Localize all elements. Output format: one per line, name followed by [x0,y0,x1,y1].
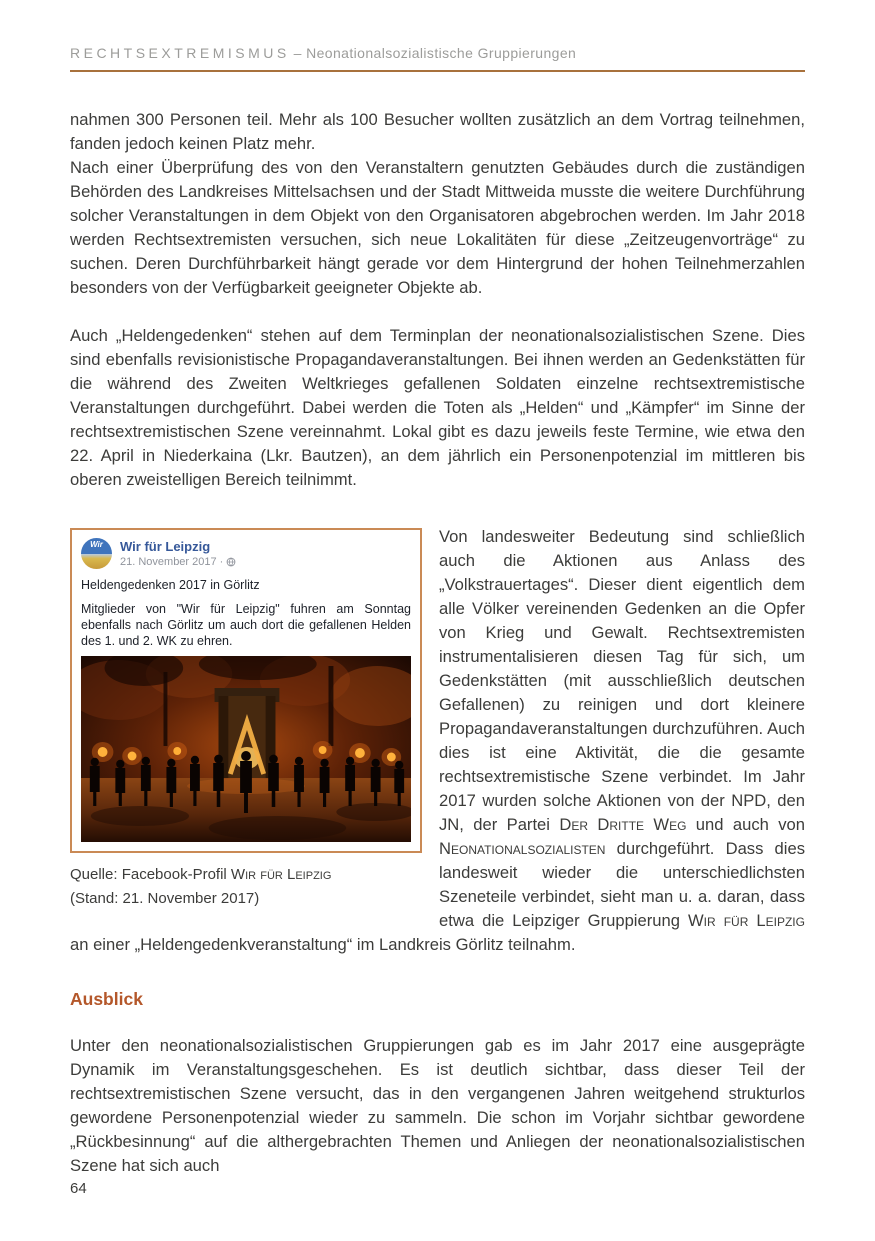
paragraph-volkstrauertag-text-2: und auch von [686,815,805,834]
paragraph-volkstrauertag-text-4: an einer „Heldengedenkveranstaltung“ im Landkreis Görlitz teilnahm. [70,935,576,954]
facebook-post-title: Heldengedenken 2017 in Görlitz [81,578,260,592]
paragraph-heldengedenken: Auch „Heldengedenken“ stehen auf dem Terminplan der neonationalsozialistischen Szene. Dies sind ebenfalls revisionistische Propagandaveranstaltungen. Bei ihnen werden an Gedenkstätten für die während des Zweiten Weltkrieges gefallenen Soldaten einzelne rechtsextremistische Veranstaltungen durchgeführt. Dabei werden die Toten als „Helden“ und „Kämpfer“ im Sinne der rechtsextremistischen Szene vereinnahmt. Lokal gibt es dazu jeweils feste Termine, wie etwa den 22. April in Niederkaina (Lkr. Bautzen), an dem jährlich ein Personenpotenzial im mittleren bis oberen zweistelligen Bereich teilnimmt. [70,326,805,489]
running-head [70,0,805,72]
neonationalsozialisten-smallcaps: Neonationalsozialisten [439,839,606,858]
party-der-dritte-weg: Der Dritte Weg [559,815,687,834]
facebook-post-body: Mitglieder von "Wir für Leipzig" fuhren am Sonntag ebenfalls nach Görlitz um auch dort die gefallenen Helden des 1. und 2. WK zu ehren. [81,602,411,648]
paragraph-vortrag-2: Nach einer Überprüfung des von den Veranstaltern genutzten Gebäudes durch die zuständigen Behörden des Landkreises Mittelsachsen und der Stadt Mittweida musste die weitere Durchführung solcher Veranstaltungen in dem Objekt von den Organisatoren abgebrochen werden. Im Jahr 2018 werden Rechtsextremisten versuchen, sich neue Lokalitäten für diese „Zeitzeugenvorträge“ zu suchen. Deren Durchführbarkeit hängt gerade vor dem Hintergrund der hohen Teilnehmerzahlen besonders von der Verfügbarkeit geeigneter Objekte ab. [70,158,805,297]
facebook-avatar-text: Wir [90,540,103,549]
facebook-post-date [120,555,236,569]
page-number: 64 [70,1180,87,1197]
volkstrauertag-section [70,525,805,957]
paragraph-vortrag-1: nahmen 300 Personen teil. Mehr als 100 Besucher wollten zusätzlich an dem Vortrag teilnehmen, fanden jedoch keinen Platz mehr. [70,110,805,153]
page-body [70,108,805,1178]
facebook-post-figure [70,528,422,911]
figure-caption-source [70,863,422,887]
figure-caption-profile-name: Wir für Leipzig [230,866,332,883]
globe-icon [226,557,236,567]
facebook-avatar [81,538,112,569]
facebook-profile-name: Wir für Leipzig [120,538,211,554]
facebook-post-header [81,538,411,569]
ausblick-heading: Ausblick [70,989,143,1009]
figure-caption-prefix: Quelle: Facebook-Profil [70,866,231,883]
figure-caption [70,863,422,911]
torchlight-memorial-photo [81,656,411,842]
paragraph-ausblick: Unter den neonationalsozialistischen Gruppierungen gab es im Jahr 2017 eine ausgeprägte Dynamik im Veranstaltungsgeschehen. Es ist deutlich sichtbar, dass dieser Teil der rechtsextremistischen Szene versucht, das in den vergangenen Jahren weitgehend strukturlos gewordene Personenpotenzial wieder zu sammeln. Die schon im Vorjahr sichtbar gewordene „Rückbesinnung“ auf die althergebrachten Themen und Anliegen der neonationalsozialistischen Szene hat sich auch [70,1036,805,1175]
running-head-subtitle: – Neonationalsozialistische Gruppierungen [293,45,577,61]
facebook-post-screenshot [70,528,422,853]
paragraph-volkstrauertag-text-3: durchgeführt. Dass dies landesweit wieder die unterschiedlichsten Szeneteile verbindet, sieht man u. a. daran, dass etwa die Leipziger Gruppierung [439,839,805,930]
wir-fuer-leipzig-smallcaps: Wir für Leipzig [687,911,805,930]
paragraph-volkstrauertag-text-1: Von landesweiter Bedeutung sind schließlich auch die Aktionen aus Anlass des „Volkstrauertages“. Dieser dient eigentlich dem alle Völker vereinenden Gedenken an die Opfer von Krieg und Gewalt. Rechtsextremisten instrumentalisieren diesen Tag für sich, um Gedenkstätten (mit ausschließlich deutschen Gefallenen) zu reinigen und dort kleinere Propagandaveranstaltungen durchzuführen. Auch dies ist eine Aktivität, die die gesamte rechtsextremistische Szene verbindet. Im Jahr 2017 wurden solche Aktionen von der NPD, den JN, der Partei [439,527,805,834]
running-head-kicker: RECHTSEXTREMISMUS [70,45,290,61]
facebook-post-date-text: 21. November 2017 · [120,555,224,568]
figure-caption-stand: (Stand: 21. November 2017) [70,890,260,907]
facebook-post-meta [120,539,236,569]
facebook-post-text [81,577,411,649]
